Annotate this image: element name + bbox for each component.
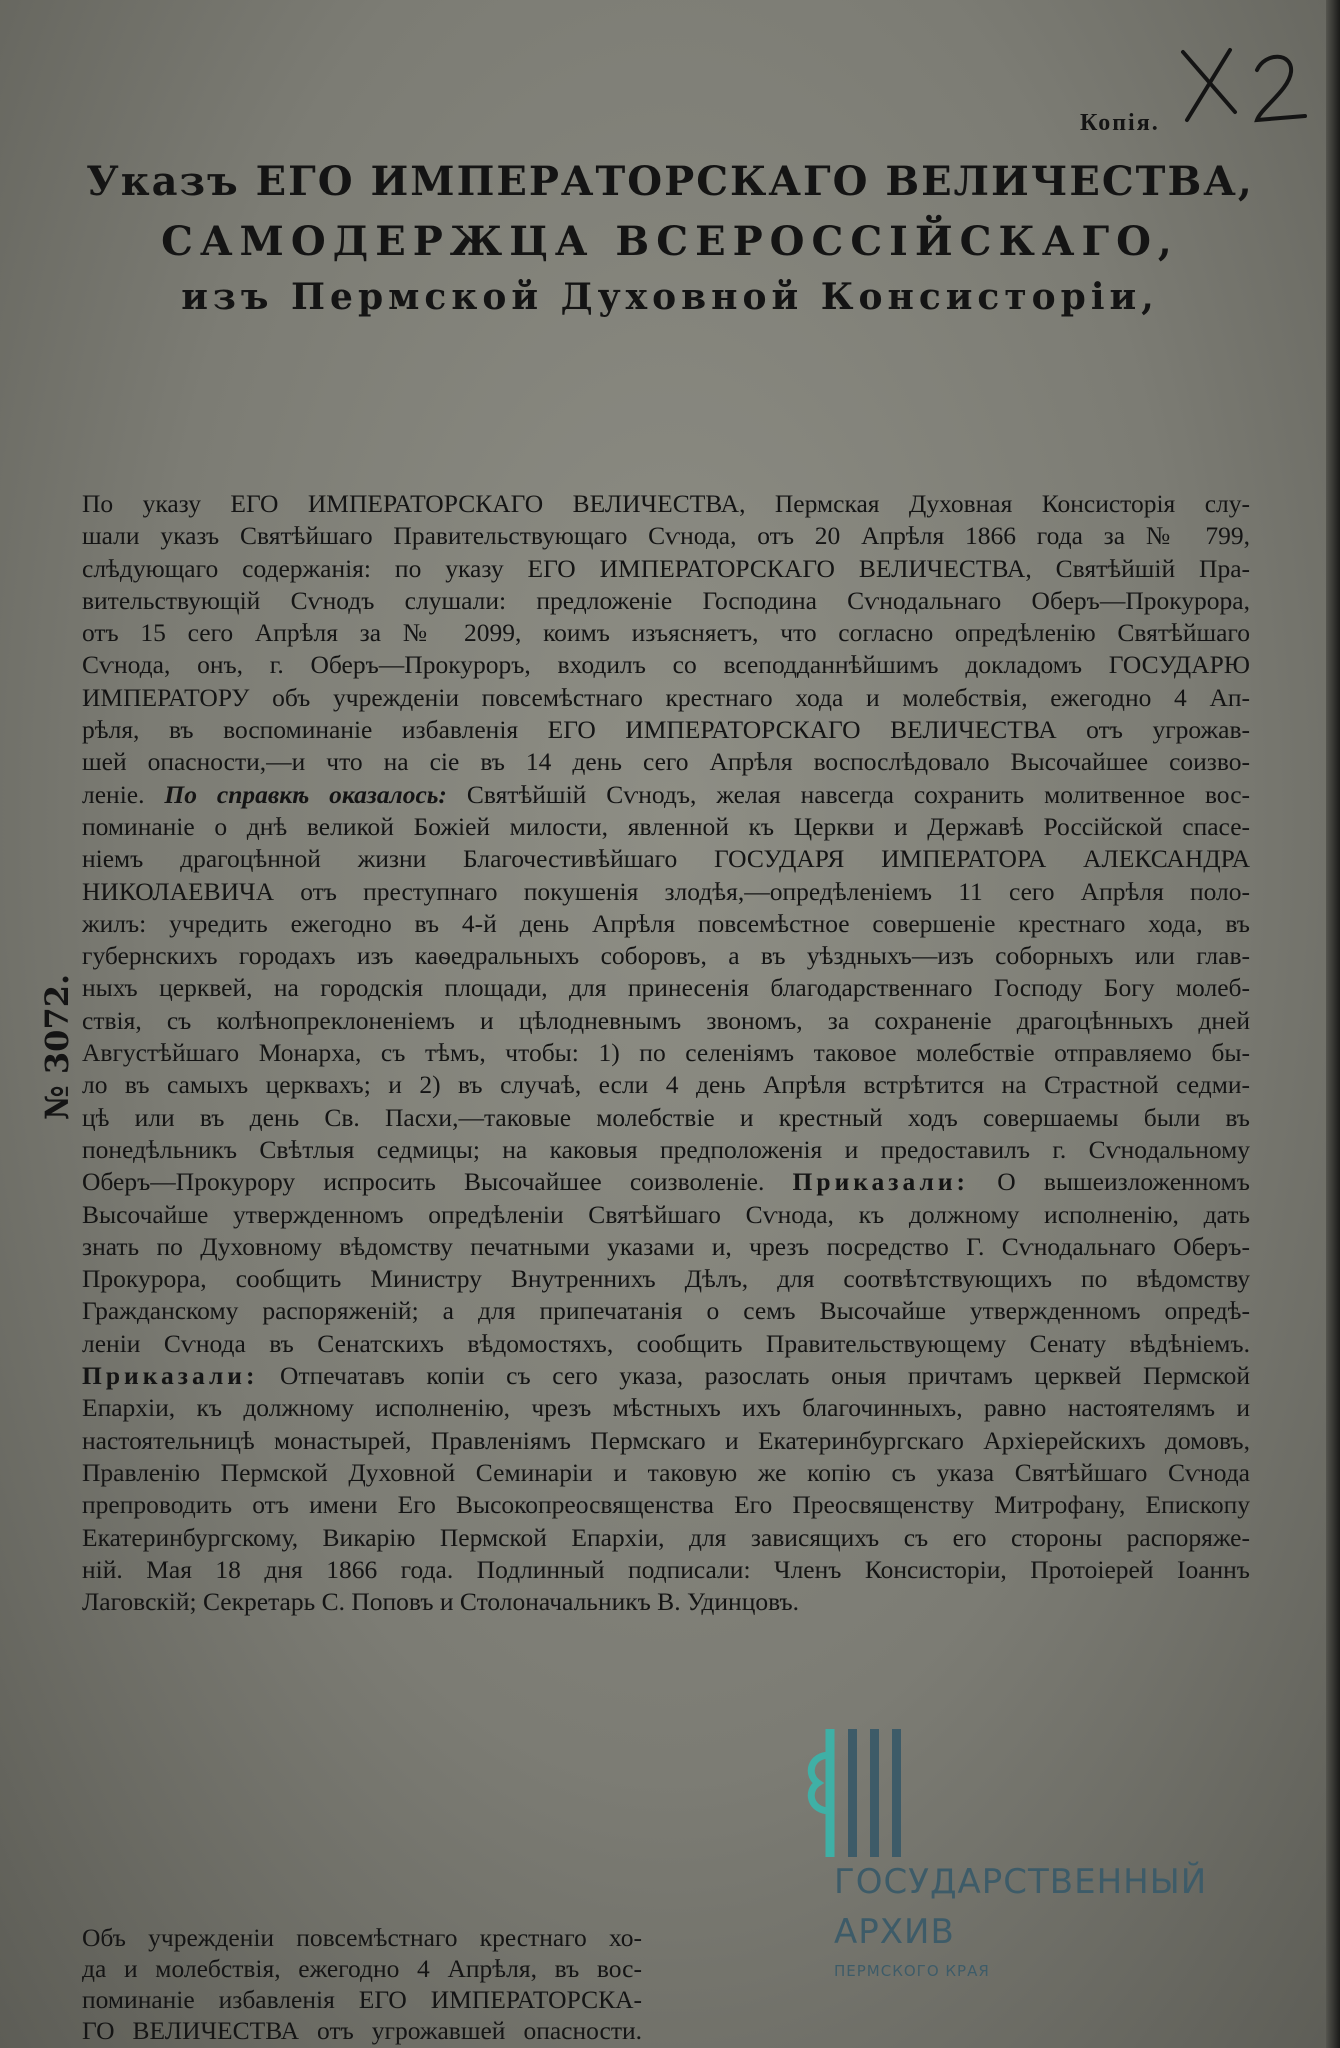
body-line: рѣля, въ воспоминаніе избавленія ЕГО ИМПЕРАТОРСКАГО ВЕЛИЧЕСТВА отъ угрожав-: [82, 715, 1250, 745]
body-line: ИМПЕРАТОРУ объ учрежденіи повсемѣстнаго крестнаго хода и молебствія, ежегодно 4 Ап-: [82, 682, 1250, 712]
body-line: ло въ самыхъ церквахъ; и 2) въ случаѣ, если 4 день Апрѣля встрѣтится на Страстной седми-: [82, 1070, 1250, 1100]
body-line: знать по Духовному вѣдомству печатными указами и, чрезъ посредство Г. Сѵнодальнаго Оберъ-: [82, 1231, 1250, 1261]
note-line: Объ учрежденіи повсемѣстнаго крестнаго хо-: [82, 1923, 642, 1952]
body-text-fragment: Отпечатавъ копіи съ сего указа, разослать оныя причтамъ церквей Пермской: [280, 1361, 1250, 1391]
body-line: шей опасности,—и что на сіе въ 14 день сего Апрѣля воспослѣдовало Высочайшее соизво-: [82, 747, 1250, 777]
body-line: По указу ЕГО ИМПЕРАТОРСКАГО ВЕЛИЧЕСТВА, Пермская Духовная Консисторія слу-: [82, 489, 1250, 518]
body-line: ній. Мая 18 дня 1866 года. Подлинный подписали: Членъ Консисторіи, Протоіерей Іоаннъ: [82, 1554, 1250, 1584]
body-line-mixed: [82, 1360, 1250, 1392]
body-line: Гражданскому распоряженій; а для припечатанія о семъ Высочайше утвержденномъ опредѣ-: [82, 1296, 1250, 1326]
body-line: Прокурора, сообщить Министру Внутреннихъ Дѣлъ, для соотвѣтствующихъ по вѣдомству: [82, 1264, 1250, 1294]
body-line: препроводить отъ имени Его Высокопреосвященства Его Преосвященству Митрофану, Епископу: [82, 1490, 1250, 1520]
handwritten-mark: [1165, 42, 1315, 132]
body-line-mixed: [82, 1166, 1250, 1198]
body-line: Правленію Пермской Духовной Семинаріи и таковую же копію съ указа Святѣйшаго Сѵнода: [82, 1457, 1250, 1487]
body-text-fragment: леніе.: [82, 779, 145, 809]
body-line: Епархіи, къ должному исполненію, чрезъ мѣстныхъ ихъ благочинныхъ, равно настоятелямъ и: [82, 1393, 1250, 1423]
archive-logo-icon: [800, 1725, 910, 1860]
body-line: понедѣльникъ Свѣтлыя седмицы; на каковыя предположенія и предоставилъ г. Сѵнодальному: [82, 1134, 1250, 1164]
body-line: ствія, съ колѣнопреклоненіемъ и цѣлодневнымъ звономъ, за сохраненіе драгоцѣнныхъ дней: [82, 1005, 1250, 1035]
po-spravke-emphasis: По справкѣ оказалось:: [164, 779, 447, 809]
body-line: вительствующій Сѵнодъ слушали: предложеніе Господина Сѵнодальнаго Оберъ—Прокурора,: [82, 585, 1250, 615]
decree-body: [82, 488, 1250, 1618]
body-text-fragment: Святѣйшій Сѵнодъ, желая навсегда сохранить молитвенное вос-: [446, 779, 1251, 809]
body-line-mixed: [82, 779, 1250, 811]
body-line: слѣдующаго содержанія: по указу ЕГО ИМПЕРАТОРСКАГО ВЕЛИЧЕСТВА, Святѣйшій Пра-: [82, 553, 1250, 583]
body-line: Высочайше утвержденномъ опредѣленіи Святѣйшаго Сѵнода, къ должному исполненію, дать: [82, 1199, 1250, 1229]
title-line-2: САМОДЕРЖЦА ВСЕРОССІЙСКАГО,: [161, 218, 1179, 265]
body-text-fragment: О вышеизложенномъ: [969, 1167, 1250, 1197]
copy-mark: Копія.: [1080, 110, 1160, 136]
body-line: цѣ или въ день Св. Пасхи,—таковые молебствіе и крестный ходъ совершаемы были въ: [82, 1102, 1250, 1132]
body-line: Екатеринбургскому, Викарію Пермской Епархіи, для зависящихъ съ его стороны распоряже-: [82, 1522, 1250, 1552]
body-line: НИКОЛАЕВИЧА отъ преступнаго покушенія злодѣя,—опредѣленіемъ 11 сего Апрѣля поло-: [82, 876, 1250, 906]
body-line: шали указъ Святѣйшаго Правительствующаго Сѵнода, отъ 20 Апрѣля 1866 года за № 799,: [82, 521, 1250, 551]
body-line: поминаніе о днѣ великой Божіей милости, явленной къ Церкви и Державѣ Россійской спасе-: [82, 811, 1250, 841]
body-line: отъ 15 сего Апрѣля за № 2099, коимъ изъясняетъ, что согласно опредѣленію Святѣйшаго: [82, 618, 1250, 648]
body-line: настоятельницѣ монастырей, Правленіямъ Пермскаго и Екатеринбургскаго Архіерейскихъ домовъ,: [82, 1425, 1250, 1455]
body-line: Сѵнода, онъ, г. Оберъ—Прокуроръ, входилъ со всеподданнѣйшимъ докладомъ ГОСУДАРЮ: [82, 650, 1250, 680]
prikazali-emphasis: Приказали:: [82, 1361, 259, 1391]
body-line: губернскихъ городахъ изъ каѳедральныхъ соборовъ, а въ уѣздныхъ—изъ соборныхъ или глав-: [82, 941, 1250, 971]
prikazali-emphasis: Приказали:: [792, 1167, 970, 1197]
document-number: № 3072.: [38, 973, 76, 1120]
note-line: ГО ВЕЛИЧЕСТВА отъ угрожавшей опасности.: [82, 2016, 642, 2045]
archive-region: ПЕРМСКОГО КРАЯ: [834, 1962, 990, 1980]
body-text-fragment: Оберъ—Прокурору испросить Высочайшее соизволеніе.: [82, 1167, 765, 1197]
archive-subtitle: АРХИВ: [834, 1912, 955, 1952]
body-line: Лаговскій; Секретарь С. Поповъ и Столоначальникъ В. Удинцовъ.: [82, 1587, 800, 1617]
body-line: ніемъ драгоцѣнной жизни Благочестивѣйшаго ГОСУДАРЯ ИМПЕРАТОРА АЛЕКСАНДРА: [82, 844, 1250, 874]
body-line: ныхъ церквей, на городскія площади, для принесенія благодарственнаго Господу Богу молеб-: [82, 973, 1250, 1003]
body-line: жилъ: учредить ежегодно въ 4-й день Апрѣля повсемѣстное совершеніе крестнаго хода, въ: [82, 908, 1250, 938]
title-line-1: Указъ ЕГО ИМПЕРАТОРСКАГО ВЕЛИЧЕСТВА,: [86, 158, 1254, 205]
body-line: леніи Сѵнода въ Сенатскихъ вѣдомостяхъ, сообщить Правительствующему Сенату вѣдѣніемъ.: [82, 1328, 1250, 1358]
note-line: да и молебствія, ежегодно 4 Апрѣля, въ вос-: [82, 1954, 642, 1983]
body-line: Августѣйшаго Монарха, съ тѣмъ, чтобы: 1) по селеніямъ таковое молебствіе отправляемо бы-: [82, 1038, 1250, 1068]
margin-summary-note: [82, 1922, 642, 2046]
title-line-3: изъ Пермской Духовной Консисторіи,: [181, 276, 1159, 318]
note-line: поминаніе избавленія ЕГО ИМПЕРАТОРСКА-: [82, 1985, 642, 2014]
archive-name: ГОСУДАРСТВЕННЫЙ: [834, 1862, 1208, 1902]
